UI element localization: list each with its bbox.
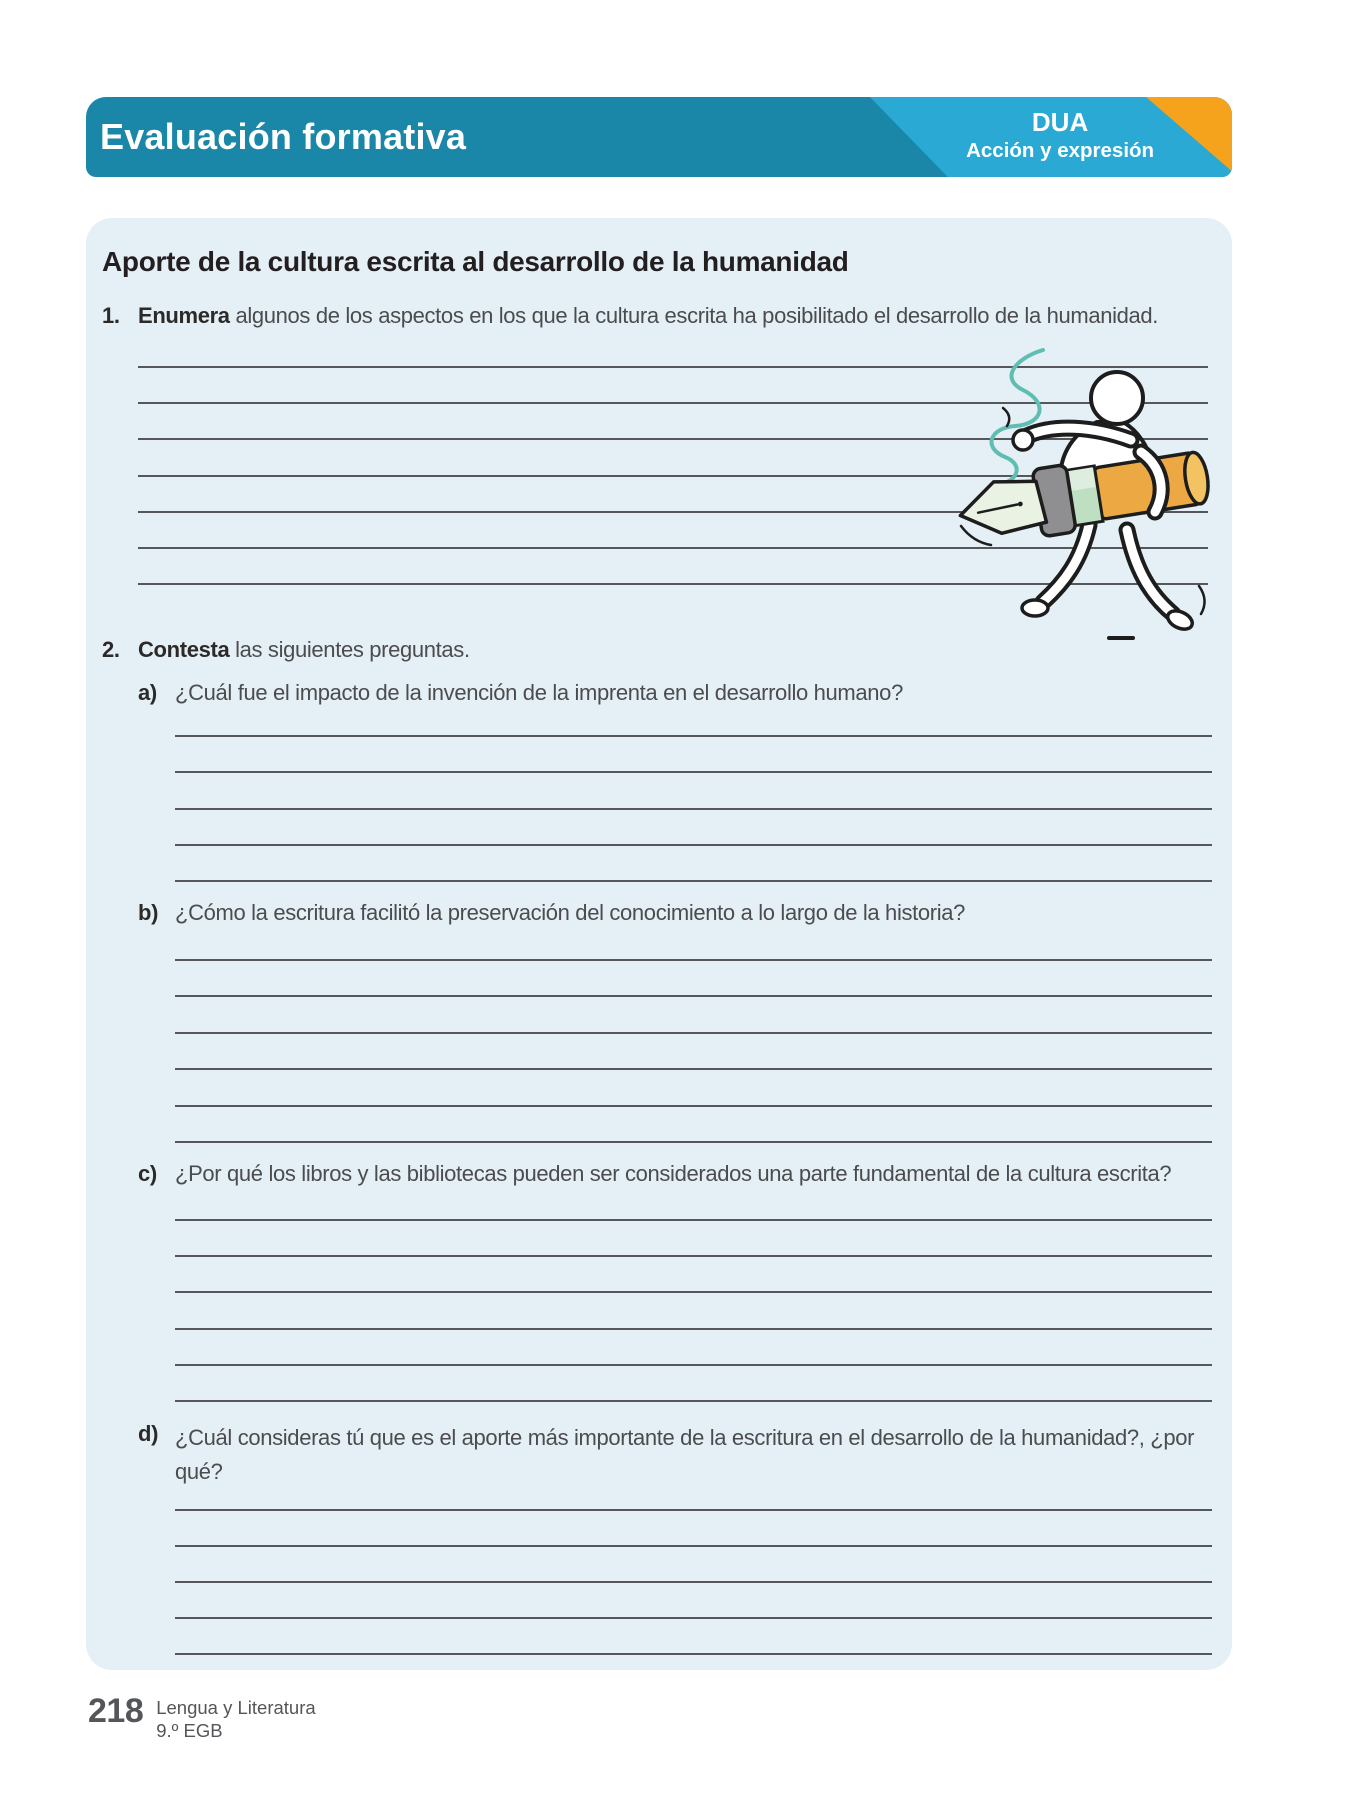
answer-lines-q2b bbox=[175, 1032, 1212, 1034]
section-header bbox=[86, 97, 1232, 177]
activity-title: Aporte de la cultura escrita al desarrollo de la humanidad bbox=[102, 246, 849, 277]
answer-lines-q2b bbox=[175, 1105, 1212, 1107]
question-2d-label: d) bbox=[138, 1421, 159, 1446]
page-number: 218 bbox=[88, 1692, 144, 1730]
question-2-number: 2. bbox=[102, 637, 120, 662]
figure-hand bbox=[1013, 430, 1033, 450]
ink-squiggle-icon bbox=[992, 350, 1043, 484]
motion-mark bbox=[1003, 408, 1009, 426]
question-2d-text: ¿Cuál consideras tú que es el aporte más importante de la escritura en el desarrollo de la humanidad?, ¿por qué? bbox=[175, 1425, 1195, 1485]
activity-panel bbox=[86, 218, 1232, 1670]
question-2a-text: ¿Cuál fue el impacto de la invención de la imprenta en el desarrollo humano? bbox=[175, 680, 903, 705]
answer-lines-q2c bbox=[175, 1291, 1212, 1293]
pen-figure-illustration bbox=[931, 330, 1231, 665]
answer-lines-q2b bbox=[175, 959, 1212, 961]
answer-lines-q2c bbox=[175, 1255, 1212, 1257]
section-title: Evaluación formativa bbox=[100, 116, 467, 157]
answer-lines-q2a bbox=[175, 735, 1212, 737]
answer-lines-q2d bbox=[175, 1509, 1212, 1511]
question-2d bbox=[138, 1421, 1215, 1489]
footer-grade: 9.º EGB bbox=[156, 1719, 223, 1741]
question-2b-label: b) bbox=[138, 900, 159, 925]
answer-lines-q2a bbox=[175, 808, 1212, 810]
footer-subject: Lengua y Literatura bbox=[156, 1697, 316, 1718]
page-footer bbox=[88, 1694, 316, 1743]
question-2a-label: a) bbox=[138, 680, 157, 705]
answer-lines-q2c bbox=[175, 1219, 1212, 1221]
answer-lines-q2c bbox=[175, 1400, 1212, 1402]
dua-badge-title: DUA bbox=[1031, 107, 1089, 137]
figure-back-foot bbox=[1165, 607, 1195, 632]
answer-lines-q2d bbox=[175, 1653, 1212, 1655]
answer-lines-q2c bbox=[175, 1364, 1212, 1366]
answer-lines-q2a bbox=[175, 771, 1212, 773]
figure-front-foot bbox=[1022, 600, 1048, 616]
answer-lines-q2d bbox=[175, 1545, 1212, 1547]
question-1 bbox=[102, 303, 1158, 329]
answer-lines-q2d bbox=[175, 1617, 1212, 1619]
question-2b-text: ¿Cómo la escritura facilitó la preservación del conocimiento a lo largo de la historia? bbox=[175, 900, 966, 925]
dua-badge-subtitle: Acción y expresión bbox=[966, 138, 1155, 162]
answer-lines-q2b bbox=[175, 995, 1212, 997]
question-2 bbox=[102, 637, 470, 663]
answer-lines-q2b bbox=[175, 1141, 1212, 1143]
answer-lines-q2a bbox=[175, 880, 1212, 882]
answer-lines-q2b bbox=[175, 1068, 1212, 1070]
footer-labels bbox=[156, 1694, 315, 1743]
question-2c-label: c) bbox=[138, 1161, 157, 1186]
motion-mark bbox=[961, 526, 991, 545]
figure-head bbox=[1091, 372, 1143, 424]
dua-badge bbox=[911, 108, 1209, 164]
question-2c-text: ¿Por qué los libros y las bibliotecas pueden ser considerados una parte fundamental de la cultura escrita? bbox=[175, 1161, 1172, 1186]
question-1-number: 1. bbox=[102, 303, 120, 328]
question-2c bbox=[138, 1161, 1171, 1187]
question-2b bbox=[138, 900, 965, 926]
answer-lines-q2d bbox=[175, 1581, 1212, 1583]
answer-lines-q2c bbox=[175, 1328, 1212, 1330]
question-2a bbox=[138, 680, 903, 706]
question-2-text: Contesta las siguientes preguntas. bbox=[138, 637, 470, 662]
answer-lines-q2a bbox=[175, 844, 1212, 846]
question-1-text: Enumera algunos de los aspectos en los que la cultura escrita ha posibilitado el desarrollo de la humanidad. bbox=[138, 303, 1159, 328]
motion-mark bbox=[1199, 586, 1205, 614]
